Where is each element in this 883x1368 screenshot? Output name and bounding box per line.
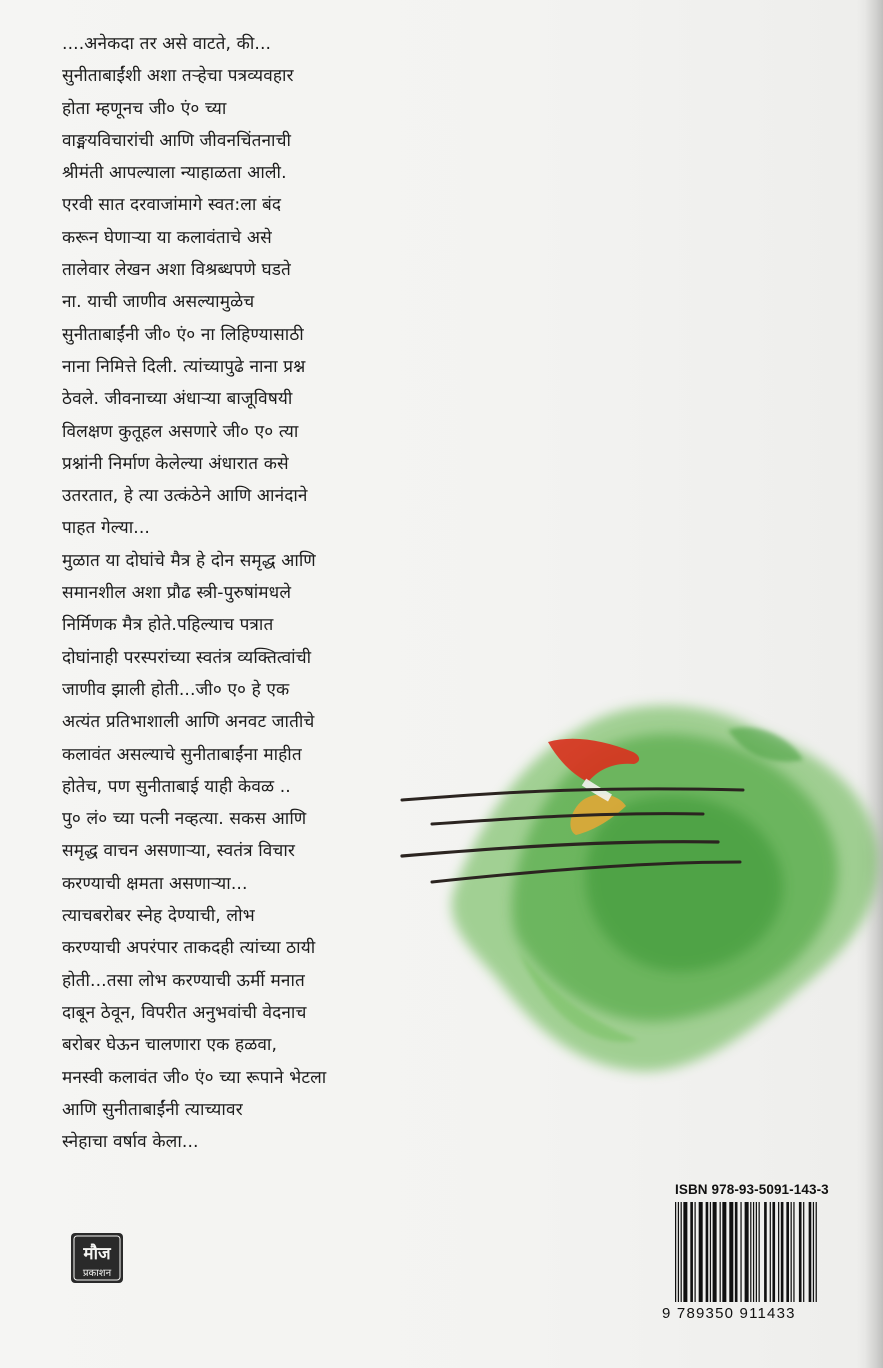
publisher-logo-top: मौज: [83, 1244, 111, 1264]
blurb-line: करून घेणाऱ्या या कलावंताचे असे: [62, 227, 272, 248]
barcode-bar: [706, 1202, 709, 1302]
barcode-bar: [781, 1202, 784, 1302]
blurb-line: उतरतात, हे त्या उत्कंठेने आणि आनंदाने: [62, 486, 308, 507]
blurb-line: ....अनेकदा तर असे वाटते, की...: [62, 34, 272, 54]
barcode-bar: [675, 1202, 676, 1302]
blurb-line: श्रीमंती आपल्याला न्याहाळता आली.: [62, 163, 287, 184]
barcode-digits: 9 789350 911433: [662, 1305, 796, 1322]
barcode-bar: [750, 1202, 751, 1302]
blurb-line: आणि सुनीताबाईंनी त्याच्यावर: [62, 1099, 243, 1120]
blurb-line: अत्यंत प्रतिभाशाली आणि अनवट जातीचे: [62, 712, 315, 733]
blurb-line: करण्याची क्षमता असणाऱ्या...: [62, 873, 248, 894]
blurb-line: समानशील अशा प्रौढ स्त्री-पुरुषांमधले: [62, 583, 292, 604]
back-cover-blurb: [62, 28, 422, 1158]
publisher-logo: [70, 1232, 124, 1284]
blurb-line: प्रश्नांनी निर्माण केलेल्या अंधारात कसे: [62, 453, 289, 474]
barcode-bar: [722, 1202, 726, 1302]
blurb-line: विलक्षण कुतूहल असणारे जी० ए० त्या: [62, 421, 299, 442]
blurb-line: कलावंत असल्याचे सुनीताबाईंना माहीत: [62, 744, 302, 765]
barcode-bar: [813, 1202, 814, 1302]
barcode-bar: [756, 1202, 757, 1302]
barcode-bar: [778, 1202, 779, 1302]
blurb-line: तालेवार लेखन अशा विश्रब्धपणे घडते: [62, 260, 291, 281]
blurb-line: ना. याची जाणीव असल्यामुळेच: [62, 292, 255, 313]
barcode-bar: [816, 1202, 817, 1302]
blurb-line: वाङ्मयविचारांची आणि जीवनचिंतनाची: [62, 130, 292, 151]
blurb-line: स्नेहाचा वर्षाव केला...: [62, 1132, 199, 1153]
blurb-line: त्याचबरोबर स्नेह देण्याची, लोभ: [62, 906, 255, 927]
green-wash: [452, 706, 879, 1072]
blurb-line: पाहत गेल्या...: [62, 518, 150, 539]
blurb-line: ठेवले. जीवनाच्या अंधाऱ्या बाजूविषयी: [62, 389, 293, 410]
blurb-line: मुळात या दोघांचे मैत्र हे दोन समृद्ध आणि: [62, 550, 316, 571]
barcode-bar: [791, 1202, 792, 1302]
barcode-bar: [713, 1202, 717, 1302]
barcode-bar: [759, 1202, 760, 1302]
barcode-bar: [803, 1202, 804, 1302]
blurb-line: सुनीताबाईंशी अशा तऱ्हेचा पत्रव्यवहार: [62, 66, 294, 87]
blurb-line: जाणीव झाली होती...जी० ए० हे एक: [62, 679, 290, 700]
barcode-bar: [735, 1202, 738, 1302]
blurb-line: होतेच, पण सुनीताबाई याही केवळ ..: [62, 776, 291, 797]
blurb-line: करण्याची अपरंपार ताकदही त्यांच्या ठायी: [62, 938, 316, 959]
barcode-bar: [753, 1202, 754, 1302]
cover-edge-shadow: [865, 0, 883, 1368]
blurb-line: दोघांनाही परस्परांच्या स्वतंत्र व्यक्तित्वांची: [62, 647, 312, 668]
publisher-logo-bottom: प्रकाशन: [82, 1268, 112, 1279]
barcode-bar: [694, 1202, 695, 1302]
barcode-bar: [770, 1202, 771, 1302]
barcode-bar: [690, 1202, 693, 1302]
blurb-line: सुनीताबाईंनी जी० एं० ना लिहिण्यासाठी: [62, 324, 304, 345]
barcode-bar: [683, 1202, 687, 1302]
blurb-line: पु० लं० च्या पत्नी नव्हत्या. सकस आणि: [62, 809, 307, 830]
barcode-bar: [772, 1202, 775, 1302]
blurb-line: नाना निमित्ते दिली. त्यांच्यापुढे नाना प्रश्न: [62, 356, 306, 377]
blurb-line: एरवी सात दरवाजांमागे स्वत:ला बंद: [62, 195, 282, 216]
barcode-bar: [729, 1202, 733, 1302]
barcode-bar: [793, 1202, 794, 1302]
barcode-bar: [786, 1202, 789, 1302]
blurb-line: मनस्वी कलावंत जी० एं० च्या रूपाने भेटला: [62, 1067, 327, 1088]
blurb-line: होती...तसा लोभ करण्याची ऊर्मी मनात: [62, 970, 305, 991]
blurb-line: बरोबर घेऊन चालणारा एक हळवा,: [62, 1035, 278, 1056]
barcode-bar: [740, 1202, 741, 1302]
isbn-barcode: [675, 1202, 817, 1320]
barcode-bar: [809, 1202, 812, 1302]
barcode-bar: [799, 1202, 802, 1302]
barcode-bar: [710, 1202, 711, 1302]
blurb-line: निर्मिणक मैत्र होते.पहिल्याच पत्रात: [62, 615, 274, 636]
barcode-bar: [745, 1202, 749, 1302]
barcode-bar: [699, 1202, 703, 1302]
watercolor-illustration: [398, 690, 883, 1090]
blurb-line: दाबून ठेवून, विपरीत अनुभवांची वेदनाच: [62, 1002, 307, 1023]
barcode-bar: [678, 1202, 679, 1302]
barcode-bar: [720, 1202, 721, 1302]
barcode-bar: [681, 1202, 682, 1302]
blurb-line: होता म्हणूनच जी० एं० च्या: [62, 98, 227, 119]
blurb-line: समृद्ध वाचन असणाऱ्या, स्वतंत्र विचार: [62, 841, 295, 862]
isbn-label: ISBN 978-93-5091-143-3: [675, 1182, 829, 1197]
barcode-bar: [764, 1202, 767, 1302]
